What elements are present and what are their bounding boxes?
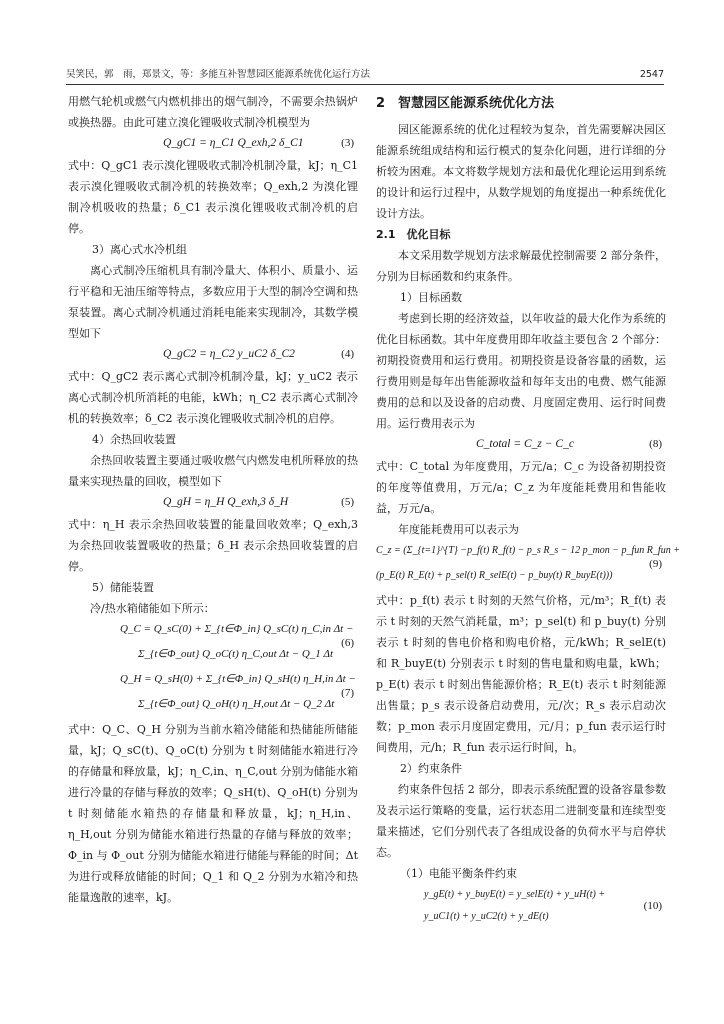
paragraph: 余热回收装置主要通过吸收燃气内燃发电机所释放的热量来实现热量的回收，模型如下 bbox=[68, 454, 358, 488]
subheading: 4）余热回收装置 bbox=[92, 433, 176, 446]
subheading: 2）约束条件 bbox=[400, 762, 462, 775]
subheading: 5）储能装置 bbox=[92, 581, 154, 594]
equation-3 bbox=[68, 133, 358, 155]
equation-7 bbox=[68, 669, 358, 719]
equation-body: Q_gH = η_H Q_exh,3 δ_H bbox=[163, 496, 289, 508]
section-heading: 2 智慧园区能源系统优化方法 bbox=[376, 96, 555, 111]
paragraph: 年度能耗费用可以表示为 bbox=[398, 523, 519, 536]
paragraph: 考虑到长期的经济效益，以年收益的最大化作为系统的优化目标函数。其中年度费用即年收益主要包含 2 个部分：初期投资费用和运行费用。初期投资是设备容量的函数，运行费用则是每年出售能源收益和每年支出的电费、燃气能源费用的总和以及设备的启动费、月度固定费用、运行时间费用。运行费用表示为 bbox=[376, 312, 666, 430]
equation-number: (3) bbox=[341, 137, 354, 149]
equation-6 bbox=[68, 619, 358, 669]
paragraph: 式中：Q_gC1 表示溴化锂吸收式制冷机制冷量，kJ；η_C1 表示溴化锂吸收式制冷机的转换效率；Q_exh,2 为溴化锂制冷机吸收的热量；δ_C1 表示溴化锂吸收式制冷机的启停。 bbox=[68, 159, 358, 235]
paragraph: 式中：Q_C、Q_H 分别为当前水箱冷储能和热储能所储能量，kJ；Q_sC(t)、Q_oC(t) 分别为 t 时刻储能水箱进行冷的存储量和释放量，kJ；η_C,in、η_C,out 分别为储能水箱进行冷量的存储与释放的效率；Q_sH(t)、Q_oH(t) 分别为 t 时刻储能水箱热的存储量和释放量，kJ；η_H,in、η_H,out 分别为储能水箱进行热量的存储与释放的效率；Φ_in 与 Φ_out 分别为储能水箱进行储能与释能的时间；Δt 为进行或释放储能的时间；Q_1 和 Q_2 分别为水箱冷和热能量逸散的速率，kJ。 bbox=[68, 723, 358, 904]
paragraph: 式中：η_H 表示余热回收装置的能量回收效率；Q_exh,3 为余热回收装置吸收的热量；δ_H 表示余热回收装置的启停。 bbox=[68, 518, 358, 573]
equation-line: (p_E(t) R_E(t) + p_sel(t) R_selE(t) − p_buy(t) R_buyE(t))) bbox=[376, 570, 613, 581]
equation-number: (7) bbox=[341, 687, 354, 699]
equation-number: (4) bbox=[341, 348, 354, 360]
equation-number: (10) bbox=[643, 900, 662, 912]
subheading: 1）目标函数 bbox=[400, 291, 462, 304]
header-rule bbox=[66, 84, 664, 85]
subsection-heading: 2.1 优化目标 bbox=[376, 228, 451, 241]
subheading: （1）电能平衡条件约束 bbox=[400, 867, 517, 880]
equation-10 bbox=[376, 884, 666, 928]
equation-9 bbox=[376, 540, 680, 590]
equation-line: Σ_{t∈Φ_out} Q_oH(t) η_H,out Δt − Q_2 Δt bbox=[138, 698, 335, 710]
equation-number: (6) bbox=[341, 637, 354, 649]
subheading: 3）离心式水冷机组 bbox=[92, 243, 187, 256]
paragraph: 园区能源系统的优化过程较为复杂，首先需要解决园区能源系统组成结构和运行模式的复杂化问题，进行详细的分析较为困难。本文将数学规划方法和最优化理论运用到系统的设计和运行过程中，从数学规划的角度提出一种系统优化设计方法。 bbox=[376, 123, 666, 220]
equation-body: Q_gC1 = η_C1 Q_exh,2 δ_C1 bbox=[163, 137, 304, 149]
equation-number: (9) bbox=[649, 558, 662, 570]
paragraph: 约束条件包括 2 部分，即表示系统配置的设备容量参数及表示运行策略的变量，运行状态用二进制变量和连续型变量来描述，它们分别代表了各组成设备的负荷水平与启停状态。 bbox=[376, 783, 666, 859]
equation-5 bbox=[68, 492, 358, 514]
page-number: 2547 bbox=[639, 69, 664, 80]
paragraph: 离心式制冷压缩机具有制冷量大、体积小、质量小、运行平稳和无油压缩等特点，多数应用于大型的制冷空调和热泵装置。离心式制冷机通过消耗电能来实现制冷，其数学模型如下 bbox=[68, 264, 358, 340]
running-header bbox=[66, 68, 664, 82]
paragraph: 用燃气轮机或燃气内燃机排出的烟气制冷，不需要余热锅炉或换热器。由此可建立溴化锂吸收式制冷机模型为 bbox=[68, 95, 358, 129]
equation-line: y_gE(t) + y_buyE(t) = y_selE(t) + y_uH(t) + bbox=[424, 889, 606, 900]
right-column bbox=[376, 91, 680, 928]
equation-body: Q_gC2 = η_C2 y_uC2 δ_C2 bbox=[163, 348, 295, 360]
equation-line: Q_C = Q_sC(0) + Σ_{t∈Φ_in} Q_sC(t) η_C,in Δt − bbox=[120, 623, 354, 635]
equation-line: Σ_{t∈Φ_out} Q_oC(t) η_C,out Δt − Q_1 Δt bbox=[138, 648, 334, 660]
paragraph: 冷/热水箱储能如下所示： bbox=[90, 602, 215, 615]
equation-number: (8) bbox=[649, 438, 662, 450]
equation-line: C_z = (Σ_{t=1}^{T} −p_f(t) R_f(t) − p_s R_s − 12 p_mon − p_fun R_fun + bbox=[376, 545, 680, 556]
paragraph: 式中：C_total 为年度费用，万元/a；C_c 为设备初期投资的年度等值费用，万元/a；C_z 为年度能耗费用和售能收益，万元/a。 bbox=[376, 460, 666, 515]
equation-line: y_uC1(t) + y_uC2(t) + y_dE(t) bbox=[424, 911, 549, 922]
header-authors-title: 吴笑民，郭 雨，郑景文，等：多能互补智慧园区能源系统优化运行方法 bbox=[66, 69, 371, 80]
paragraph: 本文采用数学规划方法求解最优控制需要 2 部分条件，分别为目标函数和约束条件。 bbox=[376, 249, 666, 283]
equation-number: (5) bbox=[341, 496, 354, 508]
paragraph: 式中：p_f(t) 表示 t 时刻的天然气价格，元/m³；R_f(t) 表示 t 时刻的天然气消耗量，m³；p_sel(t) 和 p_buy(t) 分别表示 t 时刻的售电价格和购电价格，元/kWh；R_selE(t) 和 R_buyE(t) 分别表示 t 时刻的售电量和购电量，kWh；p_E(t) 表示 t 时刻出售能源价格；R_E(t) 表示 t 时刻能源出售量；p_s 表示设备启动费用，元/次；R_s 表示启动次数；p_mon 表示月度固定费用，元/月；p_fun 表示运行时间费用，元/h；R_fun 表示运行时间，h。 bbox=[376, 594, 666, 754]
equation-line: Q_H = Q_sH(0) + Σ_{t∈Φ_in} Q_sH(t) η_H,in Δt − bbox=[120, 673, 356, 685]
paragraph: 式中：Q_gC2 表示离心式制冷机制冷量，kJ；y_uC2 表示离心式制冷机所消耗的电能，kWh；η_C2 表示离心式制冷机的转换效率；δ_C2 表示溴化锂吸收式制冷机的启停。 bbox=[68, 370, 358, 425]
left-column bbox=[68, 91, 358, 908]
equation-4 bbox=[68, 344, 358, 366]
equation-8 bbox=[376, 434, 666, 456]
equation-body: C_total = C_z − C_c bbox=[476, 438, 574, 450]
